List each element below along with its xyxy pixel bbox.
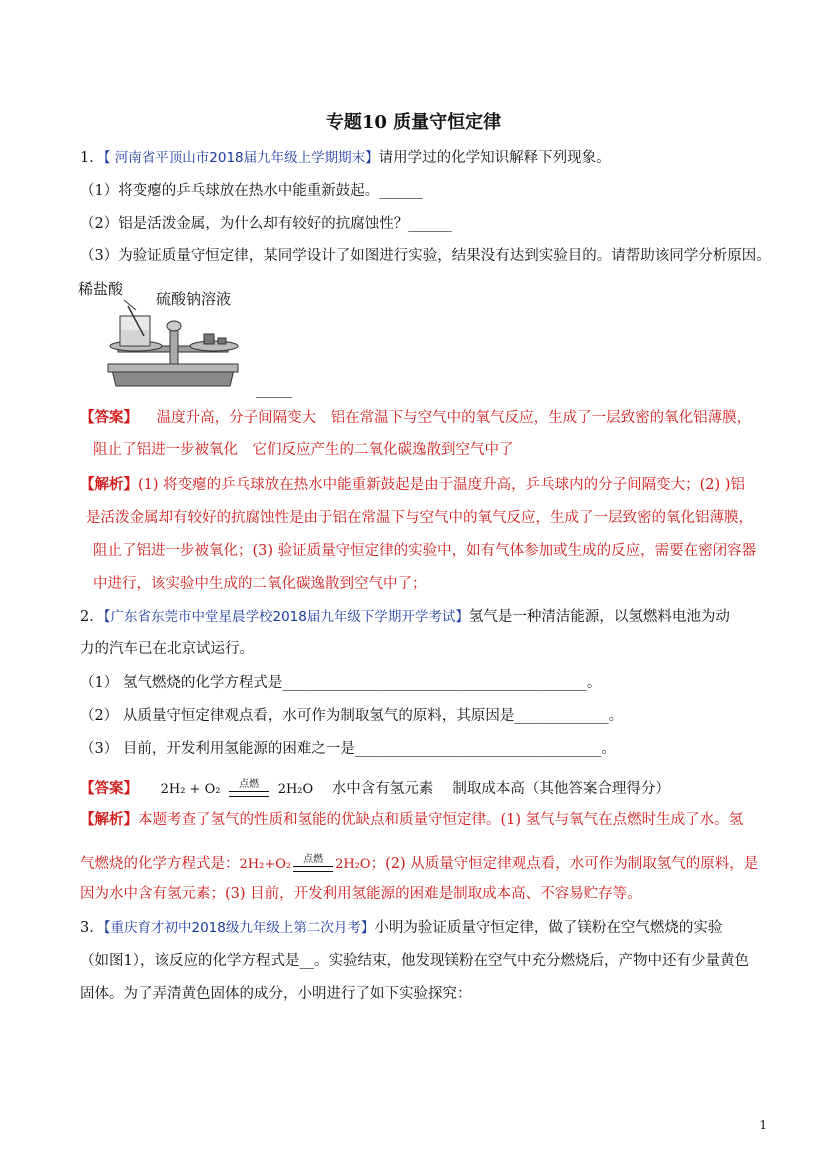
q2-analysis-tag: 【解析】 <box>80 811 138 828</box>
q1-answer-text1: 温度升高，分子间隔变大 铝在常温下与空气中的氧气反应，生成了一层致密的氧化铝薄膜， <box>156 410 752 426</box>
q2-analysis-line3: 因为水中含有氢元素；(3) 目前，开发利用氢能源的困难是制取成本高、不容易贮存等。 <box>80 886 642 902</box>
q1-figure <box>78 276 278 396</box>
q2-part3: （3） 目前，开发利用氢能源的困难之一是__________________________________。 <box>80 741 616 757</box>
q2-analysis-line1 <box>80 810 743 830</box>
q2-equation-right: 2H₂O <box>277 782 314 797</box>
q3-stem1: 小明为验证质量守恒定律，做了镁粉在空气燃烧的实验 <box>374 920 723 936</box>
q2-number: 2． <box>80 609 104 625</box>
q1-part3: （3）为验证质量守恒定律，某同学设计了如图进行实验，结果没有达到实验目的。请帮助该同学分析原因。 <box>80 248 771 264</box>
q1-source: 【 河南省平顶山市2018届九年级上学期期末】 <box>103 150 379 166</box>
q1-answer-line1 <box>80 408 751 428</box>
page-title: 专题10 质量守恒定律 <box>325 112 502 133</box>
balance-illustration <box>78 276 278 396</box>
q2-analysis-eq-left: 2H₂+O₂ <box>239 857 292 872</box>
fig-label-na2so4: 硫酸钠溶液 <box>156 290 232 308</box>
q1-analysis-text1: (1) 将变瘪的乒乓球放在热水中能重新鼓起是由于温度升高，乒乓球内的分子间隔变大；(2) )铝 <box>138 477 745 493</box>
q2-analysis-post: ；(2) 从质量守恒定律观点看，水可作为制取氢气的原料，是 <box>370 856 759 872</box>
fig-label-hcl: 稀盐酸 <box>78 280 124 298</box>
q1-number: 1． <box>80 150 104 166</box>
q2-equation-left: 2H₂ + O₂ <box>160 782 221 797</box>
q2-analysis-line2 <box>80 854 758 875</box>
q3-stem-line1 <box>80 918 722 938</box>
reaction-arrow <box>229 779 269 799</box>
q2-answer-rest: 水中含有氢元素 制取成本高（其他答案合理得分） <box>331 781 670 797</box>
q3-stem-line3: 固体。为了弄清黄色固体的成分，小明进行了如下实验探究： <box>80 986 472 1002</box>
q1-stem-line <box>80 148 611 168</box>
q2-answer-tag: 【答案】 <box>80 780 138 797</box>
q1-analysis-line1 <box>80 475 745 495</box>
q2-answer-line <box>80 779 670 800</box>
q2-source: 【广东省东莞市中堂星晨学校2018届九年级下学期开学考试】 <box>103 609 469 625</box>
q1-answer-line2: 阻止了铝进一步被氧化 它们反应产生的二氧化碳逸散到空气中了 <box>93 442 514 458</box>
q1-part2: （2）铝是活泼金属，为什么却有较好的抗腐蚀性？______ <box>80 216 452 232</box>
q1-answer-tag: 【答案】 <box>80 409 138 426</box>
reaction-condition: 点燃 <box>303 854 324 865</box>
q3-source: 【重庆育才初中2018级九年级上第二次月考】 <box>103 920 375 936</box>
reaction-condition: 点燃 <box>239 779 260 790</box>
q1-analysis-line4: 中进行，该实验中生成的二氧化碳逸散到空气中了； <box>93 576 427 592</box>
q2-analysis-eq-right: 2H₂O <box>335 857 371 872</box>
q3-number: 3． <box>80 920 104 936</box>
q2-stem-line2: 力的汽车已在北京试运行。 <box>80 641 254 657</box>
q1-analysis-line2: 是活泼金属却有较好的抗腐蚀性是由于铝在常温下与空气中的氧气反应，生成了一层致密的氧化铝薄膜， <box>86 510 753 526</box>
q2-part1: （1） 氢气燃烧的化学方程式是__________________________________________。 <box>80 675 602 691</box>
q1-stem: 请用学过的化学知识解释下列现象。 <box>378 150 611 166</box>
q2-stem-line1 <box>80 607 730 627</box>
q1-part1: （1）将变瘪的乒乓球放在热水中能重新鼓起。______ <box>80 183 423 199</box>
q3-stem-line2: （如图1），该反应的化学方程式是__。实验结束，他发现镁粉在空气中充分燃烧后，产物中还有少量黄色 <box>80 953 749 969</box>
q1-figure-blank: _____ <box>256 382 293 398</box>
q1-analysis-tag: 【解析】 <box>80 476 138 493</box>
page-number: 1 <box>759 1118 767 1132</box>
reaction-arrow <box>293 854 333 874</box>
q2-stem1: 氢气是一种清洁能源，以氢燃料电池为动 <box>468 609 730 625</box>
q2-analysis-text1: 本题考查了氢气的性质和氢能的优缺点和质量守恒定律。(1) 氢气与氧气在点燃时生成了水。氢 <box>138 812 744 828</box>
q2-analysis-pre: 气燃烧的化学方程式是： <box>80 856 240 872</box>
q2-part2: （2） 从质量守恒定律观点看，水可作为制取氢气的原料，其原因是_____________。 <box>80 708 624 724</box>
q1-analysis-line3: 阻止了铝进一步被氧化；(3) 验证质量守恒定律的实验中，如有气体参加或生成的反应，需要在密闭容器 <box>93 543 757 559</box>
